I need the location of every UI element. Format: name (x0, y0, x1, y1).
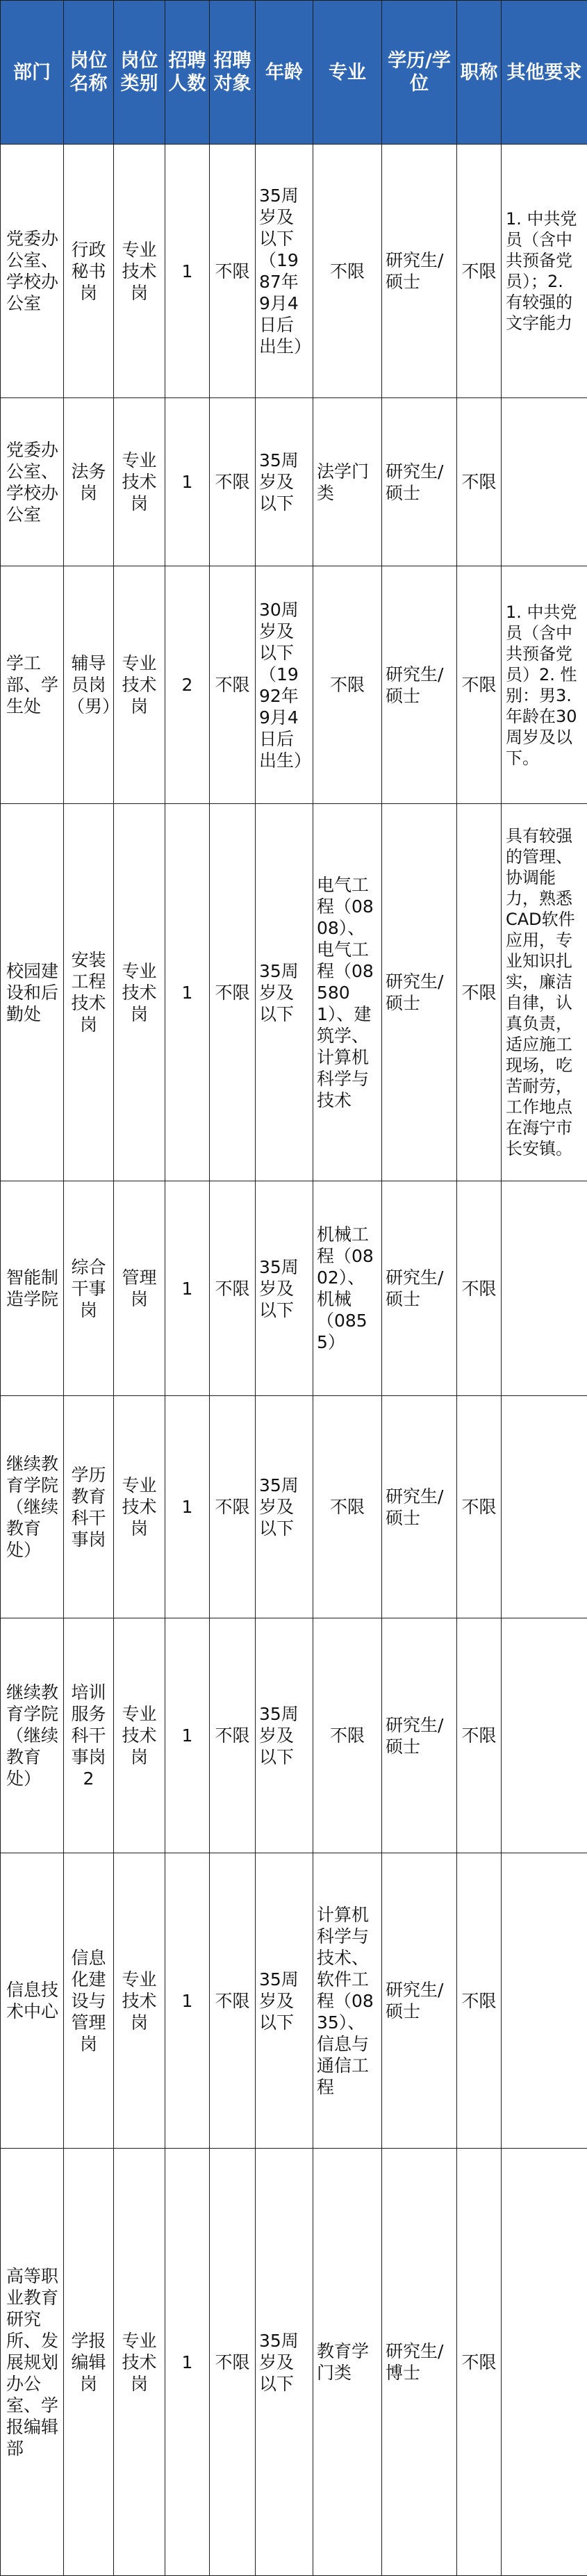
cell-count: 2 (165, 566, 210, 804)
cell-degree: 研究生/硕士 (382, 1853, 457, 2149)
cell-category: 专业技术岗 (114, 1618, 165, 1853)
cell-target: 不限 (210, 145, 256, 398)
cell-title: 不限 (457, 145, 502, 398)
cell-category: 管理岗 (114, 1181, 165, 1396)
cell-dept: 党委办公室、学校办公室 (1, 145, 64, 398)
header-category: 岗位类别 (114, 1, 165, 145)
header-age: 年龄 (256, 1, 313, 145)
cell-target: 不限 (210, 804, 256, 1181)
cell-major: 不限 (313, 1618, 382, 1853)
cell-post: 安装工程技术岗 (64, 804, 114, 1181)
header-title: 职称 (457, 1, 502, 145)
table-row (1, 804, 587, 1181)
cell-count: 1 (165, 804, 210, 1181)
header-count: 招聘人数 (165, 1, 210, 145)
cell-count: 1 (165, 398, 210, 566)
table-row (1, 398, 587, 566)
table-row (1, 1853, 587, 2149)
cell-other (502, 1181, 587, 1396)
table-row (1, 145, 587, 398)
header-degree: 学历/学位 (382, 1, 457, 145)
cell-post: 学历教育科干事岗 (64, 1396, 114, 1618)
cell-target: 不限 (210, 566, 256, 804)
cell-major: 机械工程（0802）、机械（0855） (313, 1181, 382, 1396)
cell-major: 不限 (313, 1396, 382, 1618)
cell-age: 35周岁及以下 (256, 1853, 313, 2149)
cell-dept: 校园建设和后勤处 (1, 804, 64, 1181)
cell-degree: 研究生/硕士 (382, 1618, 457, 1853)
cell-post: 行政秘书岗 (64, 145, 114, 398)
cell-count: 1 (165, 1618, 210, 1853)
cell-major: 法学门类 (313, 398, 382, 566)
table-row (1, 1618, 587, 1853)
cell-category: 专业技术岗 (114, 1853, 165, 2149)
cell-age: 35周岁及以下 (256, 804, 313, 1181)
cell-other (502, 2149, 587, 2576)
cell-other: 具有较强的管理、协调能力，熟悉CAD软件应用，专业知识扎实，廉洁自律，认真负责，适应施工现场，吃苦耐劳，工作地点在海宁市长安镇。 (502, 804, 587, 1181)
cell-post: 信息化建设与管理岗 (64, 1853, 114, 2149)
cell-major: 计算机科学与技术、软件工程（0835）、信息与通信工程 (313, 1853, 382, 2149)
cell-target: 不限 (210, 1618, 256, 1853)
cell-other (502, 1396, 587, 1618)
cell-target: 不限 (210, 1181, 256, 1396)
cell-degree: 研究生/硕士 (382, 1396, 457, 1618)
cell-category: 专业技术岗 (114, 566, 165, 804)
cell-other (502, 1853, 587, 2149)
cell-post: 学报编辑岗 (64, 2149, 114, 2576)
cell-other: 1. 中共党员（含中共预备党员）2. 性别：男3. 年龄在30周岁及以下。 (502, 566, 587, 804)
table-row (1, 566, 587, 804)
cell-degree: 研究生/硕士 (382, 1181, 457, 1396)
cell-count: 1 (165, 1396, 210, 1618)
cell-dept: 继续教育学院（继续教育处） (1, 1618, 64, 1853)
cell-category: 专业技术岗 (114, 145, 165, 398)
cell-count: 1 (165, 2149, 210, 2576)
cell-target: 不限 (210, 398, 256, 566)
cell-title: 不限 (457, 398, 502, 566)
cell-title: 不限 (457, 1618, 502, 1853)
cell-other (502, 1618, 587, 1853)
cell-title: 不限 (457, 1181, 502, 1396)
cell-target: 不限 (210, 2149, 256, 2576)
cell-age: 35周岁及以下 (256, 2149, 313, 2576)
cell-category: 专业技术岗 (114, 804, 165, 1181)
cell-degree: 研究生/硕士 (382, 804, 457, 1181)
cell-count: 1 (165, 1853, 210, 2149)
cell-target: 不限 (210, 1853, 256, 2149)
cell-title: 不限 (457, 566, 502, 804)
table-row (1, 1181, 587, 1396)
cell-major: 电气工程（0808）、电气工程（085801）、建筑学、计算机科学与技术 (313, 804, 382, 1181)
cell-post: 综合干事岗 (64, 1181, 114, 1396)
cell-major: 不限 (313, 566, 382, 804)
cell-age: 30周岁及以下（1992年9月4日后出生） (256, 566, 313, 804)
cell-degree: 研究生/硕士 (382, 566, 457, 804)
cell-title: 不限 (457, 804, 502, 1181)
cell-dept: 高等职业教育研究所、发展规划办公室、学报编辑部 (1, 2149, 64, 2576)
cell-age: 35周岁及以下 (256, 1396, 313, 1618)
cell-dept: 继续教育学院（继续教育处） (1, 1396, 64, 1618)
cell-degree: 研究生/博士 (382, 2149, 457, 2576)
cell-category: 专业技术岗 (114, 1396, 165, 1618)
cell-degree: 研究生/硕士 (382, 398, 457, 566)
header-row (1, 1, 587, 145)
header-dept: 部门 (1, 1, 64, 145)
cell-other (502, 398, 587, 566)
cell-category: 专业技术岗 (114, 2149, 165, 2576)
cell-dept: 党委办公室、学校办公室 (1, 398, 64, 566)
cell-post: 培训服务科干事岗2 (64, 1618, 114, 1853)
cell-age: 35周岁及以下（1987年9月4日后出生） (256, 145, 313, 398)
table-row (1, 2149, 587, 2576)
cell-count: 1 (165, 1181, 210, 1396)
cell-title: 不限 (457, 1396, 502, 1618)
cell-dept: 智能制造学院 (1, 1181, 64, 1396)
cell-major: 教育学门类 (313, 2149, 382, 2576)
cell-dept: 学工部、学生处 (1, 566, 64, 804)
header-other: 其他要求 (502, 1, 587, 145)
header-target: 招聘对象 (210, 1, 256, 145)
cell-post: 辅导员岗（男） (64, 566, 114, 804)
cell-dept: 信息技术中心 (1, 1853, 64, 2149)
cell-age: 35周岁及以下 (256, 1181, 313, 1396)
cell-category: 专业技术岗 (114, 398, 165, 566)
cell-major: 不限 (313, 145, 382, 398)
cell-degree: 研究生/硕士 (382, 145, 457, 398)
header-post: 岗位名称 (64, 1, 114, 145)
cell-title: 不限 (457, 2149, 502, 2576)
cell-post: 法务岗 (64, 398, 114, 566)
cell-target: 不限 (210, 1396, 256, 1618)
cell-count: 1 (165, 145, 210, 398)
header-major: 专业 (313, 1, 382, 145)
cell-age: 35周岁及以下 (256, 1618, 313, 1853)
cell-title: 不限 (457, 1853, 502, 2149)
cell-age: 35周岁及以下 (256, 398, 313, 566)
table-row (1, 1396, 587, 1618)
cell-other: 1. 中共党员（含中共预备党员）；2. 有较强的文字能力 (502, 145, 587, 398)
